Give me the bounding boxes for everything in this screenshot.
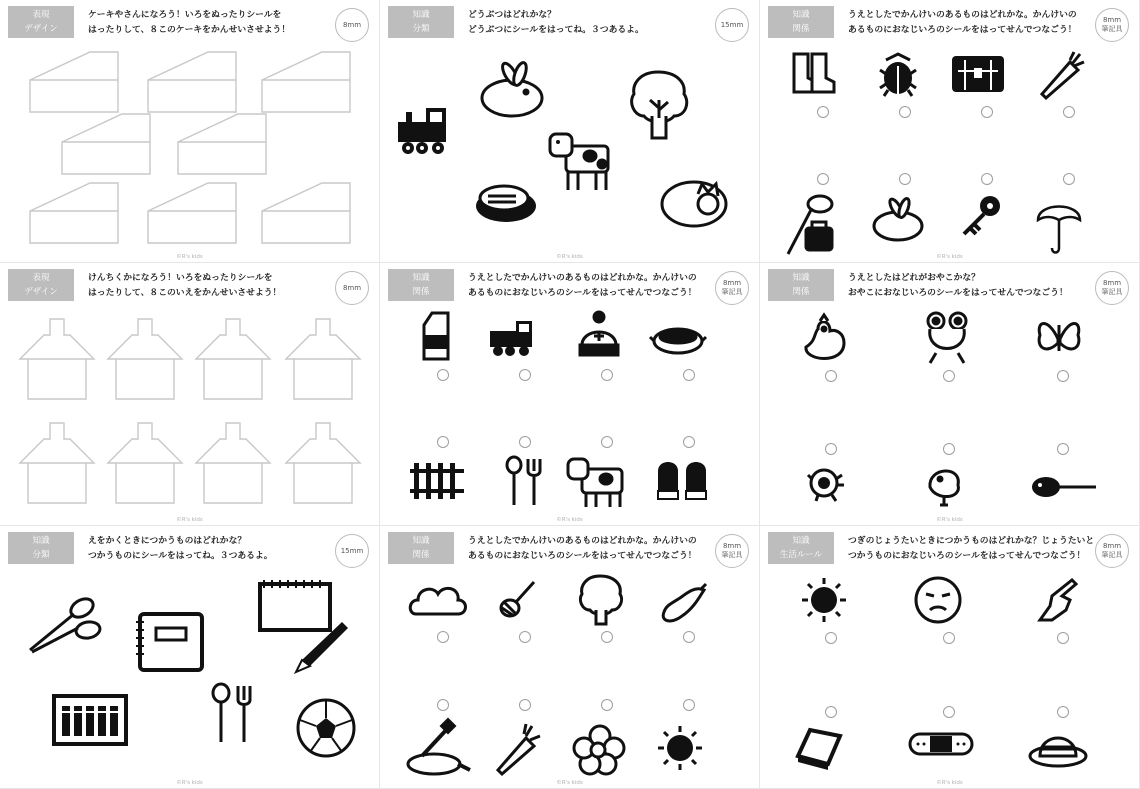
tree-icon[interactable] bbox=[580, 576, 621, 624]
subcategory-label: デザイン bbox=[24, 287, 58, 297]
instruction-line-1: つぎのじょうたいときにつかうものはどれかな？じょうたいと bbox=[848, 536, 1095, 546]
card-pictures bbox=[380, 0, 760, 263]
umbrella-icon[interactable] bbox=[1038, 207, 1080, 253]
cow-icon[interactable] bbox=[568, 459, 622, 507]
card-pictures bbox=[760, 526, 1140, 789]
sticker-size-label: 8mm bbox=[342, 20, 362, 29]
sick-face-icon[interactable] bbox=[916, 578, 960, 622]
copyright: ©R's kids bbox=[176, 517, 203, 523]
copyright: ©R's kids bbox=[936, 254, 963, 260]
net-and-cage-icon[interactable] bbox=[788, 196, 832, 254]
card-pictures bbox=[760, 263, 1140, 526]
subcategory-label: 関係 bbox=[792, 287, 810, 297]
sticker-size-label: 8mm bbox=[342, 283, 362, 292]
house-outline-3 bbox=[196, 319, 270, 399]
copyright: ©R's kids bbox=[936, 517, 963, 523]
writing-tool-label: 筆記具 bbox=[1101, 551, 1123, 559]
instruction-line-2: あるものにおなじいろのシールをはってせんでつなごう！ bbox=[848, 25, 1077, 35]
train-icon[interactable] bbox=[398, 108, 446, 154]
treasure-chest-icon[interactable] bbox=[952, 56, 1004, 92]
instruction-line-1: けんちくかになろう！いろをぬったりシールを bbox=[88, 273, 273, 283]
sticker-size-label: 8mm bbox=[722, 279, 742, 287]
cloud-icon[interactable] bbox=[410, 588, 465, 614]
category-label: 知識 bbox=[412, 536, 430, 546]
subcategory-label: 関係 bbox=[792, 24, 810, 34]
card-relation-1[interactable] bbox=[760, 0, 1140, 263]
writing-tool-label: 筆記具 bbox=[721, 288, 743, 296]
subcategory-label: 分類 bbox=[32, 550, 50, 560]
cake-outline-1 bbox=[30, 52, 118, 112]
house-outline-8 bbox=[286, 423, 360, 503]
sticker-size-label: 8mm bbox=[722, 542, 742, 550]
instruction-line-2: あるものにおなじいろのシールをはってせんでつなごう！ bbox=[468, 288, 697, 298]
sticker-size-label: 15mm bbox=[340, 546, 364, 555]
spoon-fork-icon[interactable] bbox=[507, 457, 540, 505]
instruction-line-2: どうぶつにシールをはってね。３つあるよ。 bbox=[468, 25, 644, 35]
card-cake-design[interactable] bbox=[0, 0, 380, 263]
writing-tool-label: 筆記具 bbox=[1101, 288, 1123, 296]
copyright: ©R's kids bbox=[176, 780, 203, 786]
copyright: ©R's kids bbox=[936, 780, 963, 786]
card-animal-classification[interactable] bbox=[380, 0, 760, 263]
butterfly-icon[interactable] bbox=[1039, 324, 1079, 352]
house-outlines[interactable] bbox=[0, 263, 380, 526]
house-outline-5 bbox=[20, 423, 94, 503]
card-pictures bbox=[760, 0, 1140, 263]
cat-icon[interactable] bbox=[662, 182, 726, 226]
house-outline-4 bbox=[286, 319, 360, 399]
cake-outlines[interactable] bbox=[0, 0, 380, 263]
instruction-line-2: あるものにおなじいろのシールをはってせんでつなごう！ bbox=[468, 551, 697, 561]
frog-icon[interactable] bbox=[928, 313, 966, 363]
copyright: ©R's kids bbox=[176, 254, 203, 260]
instruction-line-1: うえとしたでかんけいのあるものはどれかな。かんけいの bbox=[468, 273, 697, 283]
soccer-ball-icon[interactable] bbox=[298, 700, 354, 756]
instruction-line-2: はったりして、８このケーキをかんせいさせよう！ bbox=[88, 25, 291, 35]
pointing-hand-icon[interactable] bbox=[1040, 580, 1076, 620]
cake-outline-5 bbox=[178, 114, 266, 174]
instruction-line-1: どうぶつはどれかな？ bbox=[468, 10, 556, 20]
rail-track-icon[interactable] bbox=[410, 463, 464, 499]
instruction-line-1: うえとしたでかんけいのあるものはどれかな。かんけいの bbox=[848, 10, 1077, 20]
train-icon[interactable] bbox=[490, 321, 532, 356]
copyright: ©R's kids bbox=[556, 254, 583, 260]
knit-hat-icon[interactable] bbox=[580, 312, 618, 355]
spoon-fork-icon[interactable] bbox=[213, 684, 250, 742]
category-label: 知識 bbox=[792, 273, 810, 283]
instruction-line-1: えをかくときにつかうものはどれかな？ bbox=[88, 536, 247, 546]
copyright: ©R's kids bbox=[556, 517, 583, 523]
sticker-size-label: 8mm bbox=[1102, 279, 1122, 287]
copyright: ©R's kids bbox=[556, 780, 583, 786]
subcategory-label: 生活ルール bbox=[779, 550, 823, 560]
category-label: 表現 bbox=[32, 10, 50, 20]
caterpillar-icon[interactable] bbox=[808, 470, 844, 501]
instruction-line-2: つかうものにシールをはってね。３つあるよ。 bbox=[88, 551, 273, 561]
card-pictures bbox=[0, 526, 380, 789]
flower-icon[interactable] bbox=[574, 726, 624, 774]
cake-outline-7 bbox=[148, 183, 236, 243]
tree-icon[interactable] bbox=[632, 72, 687, 138]
house-outline-2 bbox=[108, 319, 182, 399]
house-outline-6 bbox=[108, 423, 182, 503]
instruction-line-2: おやこにおなじいろのシールをはってせんでつなごう！ bbox=[848, 288, 1068, 298]
chicken-icon[interactable] bbox=[806, 315, 844, 359]
category-label: 知識 bbox=[32, 536, 50, 546]
pot-icon[interactable] bbox=[650, 329, 706, 353]
subcategory-label: デザイン bbox=[24, 24, 58, 34]
subcategory-label: 関係 bbox=[412, 287, 430, 297]
milk-carton-icon[interactable] bbox=[424, 313, 448, 359]
hat-icon[interactable] bbox=[1030, 738, 1086, 766]
cow-icon[interactable] bbox=[550, 134, 608, 190]
cake-outline-2 bbox=[148, 52, 236, 112]
eggplant-icon[interactable] bbox=[663, 584, 706, 621]
sticker-size-label: 15mm bbox=[720, 20, 744, 29]
card-relation-2[interactable] bbox=[380, 263, 760, 526]
mittens-icon[interactable] bbox=[658, 462, 706, 499]
sun-icon[interactable] bbox=[802, 578, 846, 622]
rabbit-icon[interactable] bbox=[874, 197, 922, 240]
writing-tool-label: 筆記具 bbox=[1101, 25, 1123, 33]
instruction-line-1: ケーキやさんになろう！いろをぬったりシールを bbox=[88, 10, 282, 20]
carrot-icon[interactable] bbox=[498, 724, 540, 774]
instruction-line-2: はったりして、８このいえをかんせいさせよう！ bbox=[88, 288, 282, 298]
sticker-size-label: 8mm bbox=[1102, 16, 1122, 24]
scissors-icon[interactable] bbox=[30, 595, 101, 652]
subcategory-label: 分類 bbox=[412, 24, 430, 34]
crayons-icon[interactable] bbox=[54, 696, 126, 744]
writing-tool-label: 筆記具 bbox=[721, 551, 743, 559]
cake-outline-3 bbox=[262, 52, 350, 112]
card-parent-child[interactable] bbox=[760, 263, 1140, 526]
instruction-line-2: つかうものにおなじいろのシールをはってせんでつなごう！ bbox=[848, 551, 1086, 561]
card-pictures bbox=[380, 526, 760, 789]
sun-icon[interactable] bbox=[658, 726, 702, 770]
whisk-icon[interactable] bbox=[501, 582, 534, 616]
category-label: 表現 bbox=[32, 273, 50, 283]
key-icon[interactable] bbox=[964, 196, 1000, 234]
boots-icon[interactable] bbox=[794, 54, 834, 92]
card-life-rules[interactable] bbox=[760, 526, 1140, 789]
tadpole-icon[interactable] bbox=[1032, 477, 1096, 497]
subcategory-label: 関係 bbox=[412, 550, 430, 560]
instruction-line-1: うえとしたはどれがおやこかな？ bbox=[848, 273, 980, 283]
bandage-icon[interactable] bbox=[910, 734, 972, 754]
instruction-line-1: うえとしたでかんけいのあるものはどれかな。かんけいの bbox=[468, 536, 697, 546]
chick-icon[interactable] bbox=[930, 471, 959, 505]
category-label: 知識 bbox=[412, 10, 430, 20]
card-house-design[interactable] bbox=[0, 263, 380, 526]
shoes-icon[interactable] bbox=[476, 186, 536, 222]
sticker-size-label: 8mm bbox=[1102, 542, 1122, 550]
category-label: 知識 bbox=[792, 536, 810, 546]
towel-icon[interactable] bbox=[798, 730, 840, 770]
sketchbook-icon[interactable] bbox=[136, 614, 202, 670]
category-label: 知識 bbox=[792, 10, 810, 20]
house-outline-7 bbox=[196, 423, 270, 503]
frying-pan-icon[interactable] bbox=[408, 718, 470, 774]
rabbit-icon[interactable] bbox=[482, 61, 542, 116]
cake-outline-6 bbox=[30, 183, 118, 243]
category-label: 知識 bbox=[412, 273, 430, 283]
cake-outline-8 bbox=[262, 183, 350, 243]
cake-outline-4 bbox=[62, 114, 150, 174]
carrot-icon[interactable] bbox=[1042, 52, 1084, 98]
drawing-pad-icon[interactable] bbox=[260, 580, 348, 672]
beetle-icon[interactable] bbox=[880, 54, 916, 96]
card-pictures bbox=[380, 263, 760, 526]
card-relation-3[interactable] bbox=[380, 526, 760, 789]
house-outline-1 bbox=[20, 319, 94, 399]
card-drawing-tools[interactable] bbox=[0, 526, 380, 789]
